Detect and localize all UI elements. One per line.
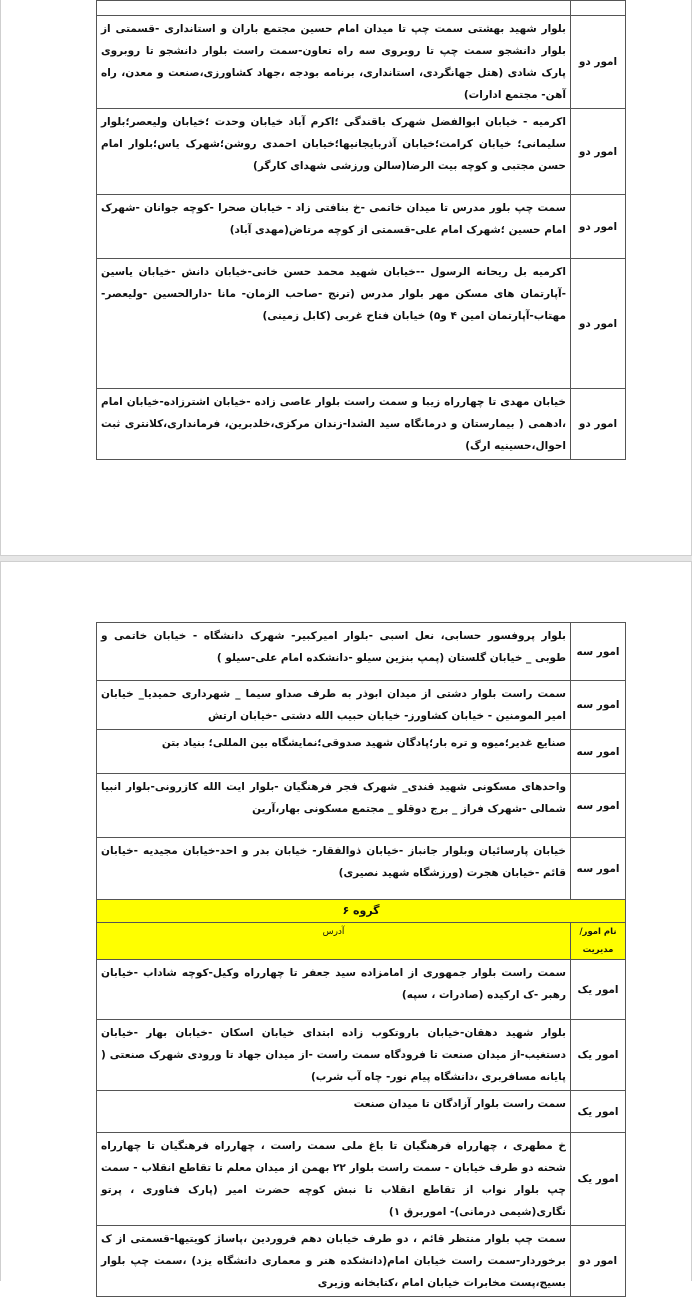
address-cell: سمت چپ بلور مدرس تا میدان خاتمی -خ بنافتی زاد - خیابان صحرا -کوچه جوانان -شهرک امام حسین ؛شهرک امام علی-قسمتی از کوچه مرتاض(مهدی آباد)	[97, 195, 571, 259]
unit-label: امور دو	[571, 195, 626, 259]
unit-label: امور یک	[571, 1091, 626, 1133]
column-header-unit: نام امور/مدیریت	[571, 923, 626, 960]
address-cell	[97, 1, 571, 16]
unit-label	[571, 1, 626, 16]
table-row	[97, 774, 626, 838]
address-cell: بلوار شهید دهقان-خیابان باروتکوب زاده ابتدای خیابان اسکان -خیابان بهار -خیابان دستغیب-از میدان صنعت تا فرودگاه سمت راست -از میدان جهاد تا ورودی شهرک صنعتی ( پایانه مسافربری ،دانشگاه پیام نور- چاه آب شرب)	[97, 1020, 571, 1091]
unit-label: امور دو	[571, 389, 626, 460]
unit-label: امور دو	[571, 1226, 626, 1297]
column-header-row	[97, 923, 626, 960]
group-title: گروه ۶	[97, 900, 626, 923]
table-row	[97, 960, 626, 1020]
address-cell: خیابان مهدی تا چهارراه زیبا و سمت راست بلوار عاصی زاده -خیابان اشترزاده-خیابان امام ،ادهمی ( بیمارستان و درمانگاه سید الشدا-زندان مرکزی،خلدبرین، فرمانداری،کلانتری ثبت احوال،حسینیه ارگ)	[97, 389, 571, 460]
table-row	[97, 681, 626, 730]
table-row	[97, 1, 626, 16]
table-row	[97, 389, 626, 460]
table-row	[97, 1020, 626, 1091]
address-cell: خ مطهری ، چهارراه فرهنگیان تا باغ ملی سمت راست ، چهارراه فرهنگیان تا چهارراه شحنه دو طرف خیابان - سمت راست بلوار ۲۲ بهمن از میدان معلم تا تقاطع انقلاب - سمت چپ بلوار نواب از تقاطع انقلاب تا نبش کوچه حضرت امیر (پارک فناوری ، پرتو نگاری(شیمی درمانی)- اموربرق ۱)	[97, 1133, 571, 1226]
unit-label: امور سه	[571, 730, 626, 774]
unit-label: امور یک	[571, 960, 626, 1020]
table-row	[97, 1091, 626, 1133]
table-row	[97, 259, 626, 389]
unit-label: امور سه	[571, 681, 626, 730]
unit-label: امور سه	[571, 774, 626, 838]
address-cell: سمت راست بلوار آزادگان تا میدان صنعت	[97, 1091, 571, 1133]
table-row	[97, 109, 626, 195]
table-row	[97, 623, 626, 681]
table-row	[97, 16, 626, 109]
document-page-2	[0, 561, 692, 1289]
address-cell: بلوار پروفسور حسابی، نعل اسبی -بلوار امیرکبیر- شهرک دانشگاه - خیابان خاتمی و طوبی _ خیابان گلستان (پمپ بنزین سیلو -دانشکده امام علی-سیلو )	[97, 623, 571, 681]
address-cell: اکرمیه بل ریحانه الرسول --خیابان شهید محمد حسن خانی-خیابان دانش -خیابان یاسین -آپارتمان های مسکن مهر بلوار مدرس (ترنج -صاحب الزمان- مانا -دارالحسین -ولیعصر-مهتاب-آپارتمان امین ۴ و۵) خیابان فتاح غربی (کابل زمینی)	[97, 259, 571, 389]
address-cell: واحدهای مسکونی شهید قندی_ شهرک فجر فرهنگیان -بلوار ایت الله کازرونی-بلوار انبیا شمالی -شهرک فراز _ برج دوقلو _ مجتمع مسکونی بهار،آرین	[97, 774, 571, 838]
document-page-1	[0, 0, 692, 556]
unit-label: امور دو	[571, 16, 626, 109]
table-row	[97, 838, 626, 900]
table-row	[97, 1226, 626, 1297]
unit-label: امور یک	[571, 1133, 626, 1226]
unit-label: امور سه	[571, 623, 626, 681]
table-row	[97, 730, 626, 774]
address-cell: اکرمیه - خیابان ابوالفضل شهرک باقندگی ؛اکرم آباد خیابان وحدت ؛خیابان ولیعصر؛بلوار سلیمانی؛ خیابان کرامت؛خیابان آذربایجانیها؛خیابان احمدی روشن؛شهرک یاس؛بلوار امام حسن مجتبی و کوچه بیت الرضا(سالن ورزشی شهدای کارگر)	[97, 109, 571, 195]
address-cell: خیابان پارسائیان وبلوار جانباز -خیابان ذوالفقار- خیابان بدر و احد-خیابان مجیدیه -خیابان قائم -خیابان هجرت (ورزشگاه شهید نصیری)	[97, 838, 571, 900]
group-title-row	[97, 900, 626, 923]
unit-label: امور سه	[571, 838, 626, 900]
address-cell: سمت راست بلوار دشتی از میدان ابوذر به طرف صداو سیما _ شهرداری حمیدیا_ خیابان امیر المومنین - خیابان کشاورز- خیابان حبیب الله دشتی -خیابان ارتش	[97, 681, 571, 730]
unit-label: امور دو	[571, 109, 626, 195]
unit-label: امور یک	[571, 1020, 626, 1091]
unit-label: امور دو	[571, 259, 626, 389]
column-header-address: آدرس	[97, 923, 571, 960]
address-table-page-1	[96, 0, 626, 460]
address-table-page-2	[96, 622, 626, 1297]
address-cell: بلوار شهید بهشتی سمت چپ تا میدان امام حسین مجتمع باران و استانداری -قسمتی از بلوار دانشجو سمت چپ تا روبروی سه راه تعاون-سمت راست بلوار دانشجو تا روبروی پارک شادی (هتل جهانگردی، استانداری، برنامه بودجه ،جهاد کشاورزی،صنعت و معدن، راه آهن- مجتمع ادارات)	[97, 16, 571, 109]
address-cell: سمت چپ بلوار منتظر قائم ، دو طرف خیابان دهم فروردین ،پاساژ کویتیها-قسمتی از ک برخوردار-سمت راست خیابان امام(دانشکده هنر و معماری دانشگاه یزد) ،سمت چپ بلوار بسیج،پست مخابرات خیابان امام ،کتابخانه وزیری	[97, 1226, 571, 1297]
address-cell: سمت راست بلوار جمهوری از امامزاده سید جعفر تا چهارراه وکیل-کوچه شاداب -خیابان رهبر -ک ارکیده (صادرات ، سپه)	[97, 960, 571, 1020]
table-row	[97, 1133, 626, 1226]
table-row	[97, 195, 626, 259]
address-cell: صنایع غدیر؛میوه و تره بار؛پادگان شهید صدوقی؛نمایشگاه بین المللی؛ بنیاد بتن	[97, 730, 571, 774]
